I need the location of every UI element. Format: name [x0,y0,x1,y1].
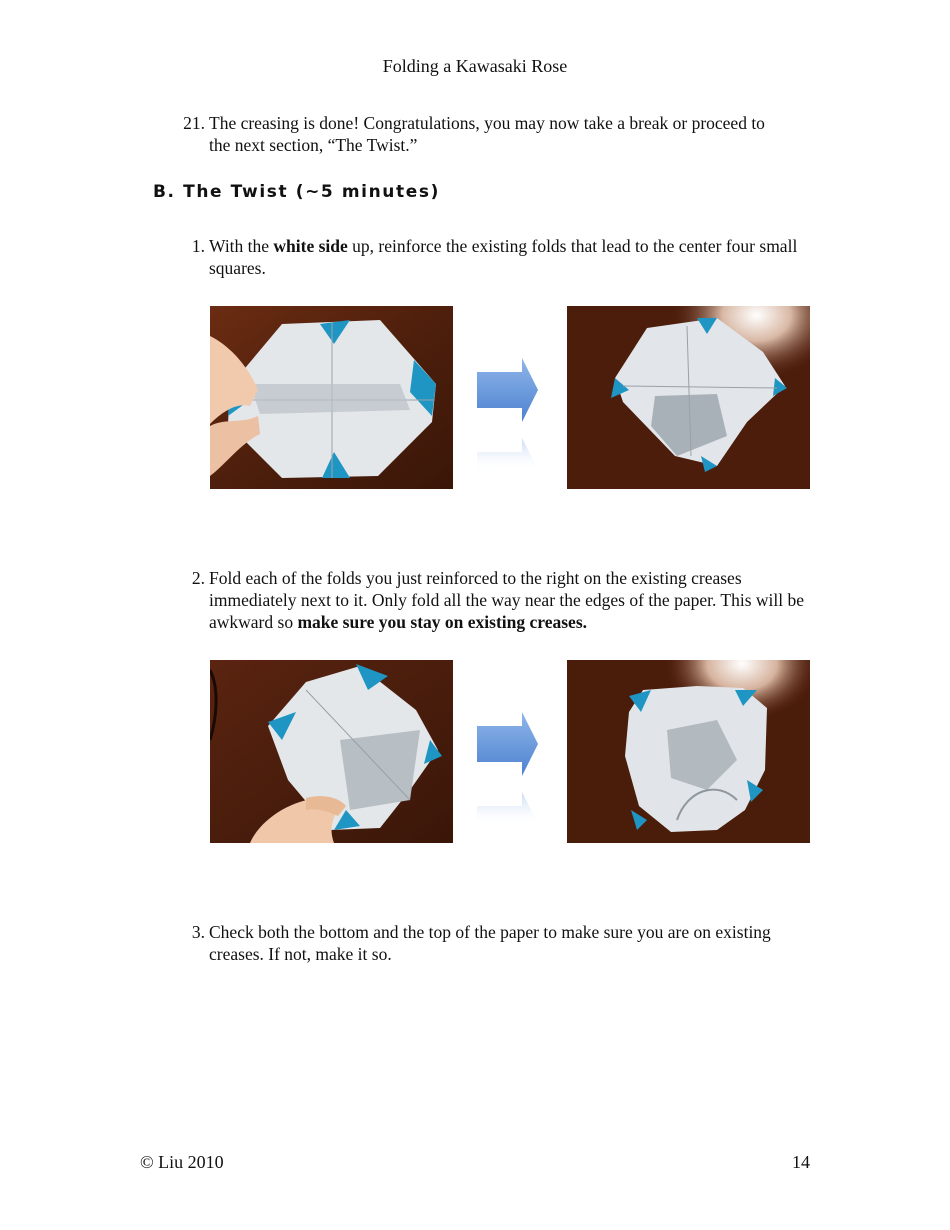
step-text: With the white side up, reinforce the existing folds that lead to the center four small squares. [209,236,798,278]
step-number: 1. [191,236,205,256]
step-text: The creasing is done! Congratulations, you may now take a break or proceed to the next section, “The Twist.” [209,113,765,155]
step-1 [177,235,837,281]
footer-page-number: 14 [792,1152,810,1172]
section-title: B. The Twist (~5 minutes) [153,182,440,202]
bold-text: make sure you stay on existing creases. [297,612,588,632]
step-text: Check both the bottom and the top of the paper to make sure you are on existing creases. If not, make it so. [209,922,771,964]
arrow-right-icon [474,352,544,472]
photo-step2-before [210,660,453,843]
bold-text: white side [273,236,348,256]
page-header: Folding a Kawasaki Rose [382,56,568,76]
step-21 [177,112,837,158]
photo-step2-after [567,660,810,843]
photo-step1-after [567,306,810,489]
step-2 [177,567,837,635]
step-number: 3. [191,922,205,942]
arrow-right-icon [474,706,544,826]
step-3 [177,921,837,967]
step-text: Fold each of the folds you just reinforced to the right on the existing creases immediately next to it. Only fold all the way near the edges of the paper. This will be awkward so make sure you stay on existing creases. [209,568,805,632]
step-number: 2. [191,568,205,588]
photo-step1-before [210,306,453,489]
footer-copyright: © Liu 2010 [140,1152,224,1172]
step-number: 21. [183,113,205,133]
